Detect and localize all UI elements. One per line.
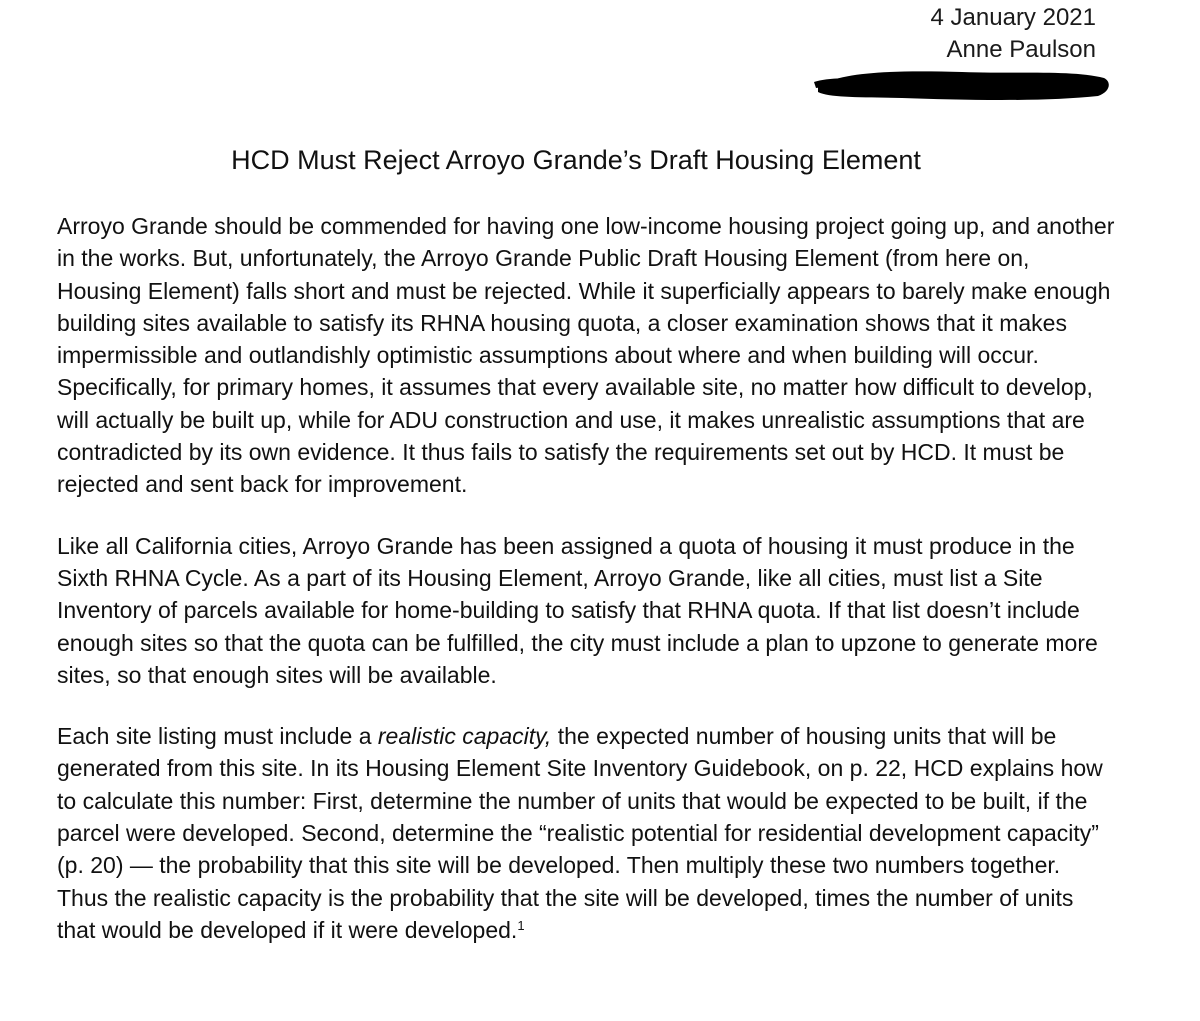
document-title: HCD Must Reject Arroyo Grande’s Draft Housing Element (231, 145, 921, 175)
paragraph-3-emphasis: realistic capacity, (377, 723, 552, 750)
letter-author: Anne Paulson (946, 36, 1096, 63)
letter-date: 4 January 2021 (930, 4, 1096, 31)
paragraph-3-start: Each site listing must include a (57, 723, 378, 750)
letter-header (931, 2, 1096, 66)
paragraph-2: Like all California cities, Arroyo Grande has been assigned a quota of housing it must produce in the Sixth RHNA Cycle. As a part of its Housing Element, Arroyo Grande, like all cities, must list a Site Inventory of parcels available for home-building to satisfy that RHNA quota. If that list doesn’t include enough sites so that the quota can be fulfilled, the city must include a plan to upzone to generate more sites, so that enough sites will be available. (57, 532, 1098, 688)
redaction-scribble (812, 66, 1112, 104)
document-body (57, 210, 1117, 975)
paragraph-3 (57, 720, 1117, 946)
footnote-marker[interactable]: 1 (517, 917, 525, 933)
paragraph-1: Arroyo Grande should be commended for having one low-income housing project going up, and another in the works. But, unfortunately, the Arroyo Grande Public Draft Housing Element (from here on, Housing Element) falls short and must be rejected. While it superficially appears to barely make enough building sites available to satisfy its RHNA housing quota, a closer examination shows that it makes impermissible and outlandishly optimistic assumptions about where and when building will occur. Specifically, for primary homes, it assumes that every available site, no matter how difficult to develop, will actually be built up, while for ADU construction and use, it makes unrealistic assumptions that are contradicted by its own evidence. It thus fails to satisfy the requirements set out by HCD. It must be rejected and sent back for improvement. (57, 213, 1115, 498)
paragraph-3-rest: the expected number of housing units that will be generated from this site. In its Housing Element Site Inventory Guidebook, on p. 22, HCD explains how to calculate this number: First, determine the number of units that would be expected to be built, if the parcel were developed. Second, determine the “realistic potential for residential development capacity” (p. 20) — the probability that this site will be developed. Then multiply these two numbers together. Thus the realistic capacity is the probability that the site will be developed, times the number of units that would be developed if it were developed. (57, 723, 1103, 943)
